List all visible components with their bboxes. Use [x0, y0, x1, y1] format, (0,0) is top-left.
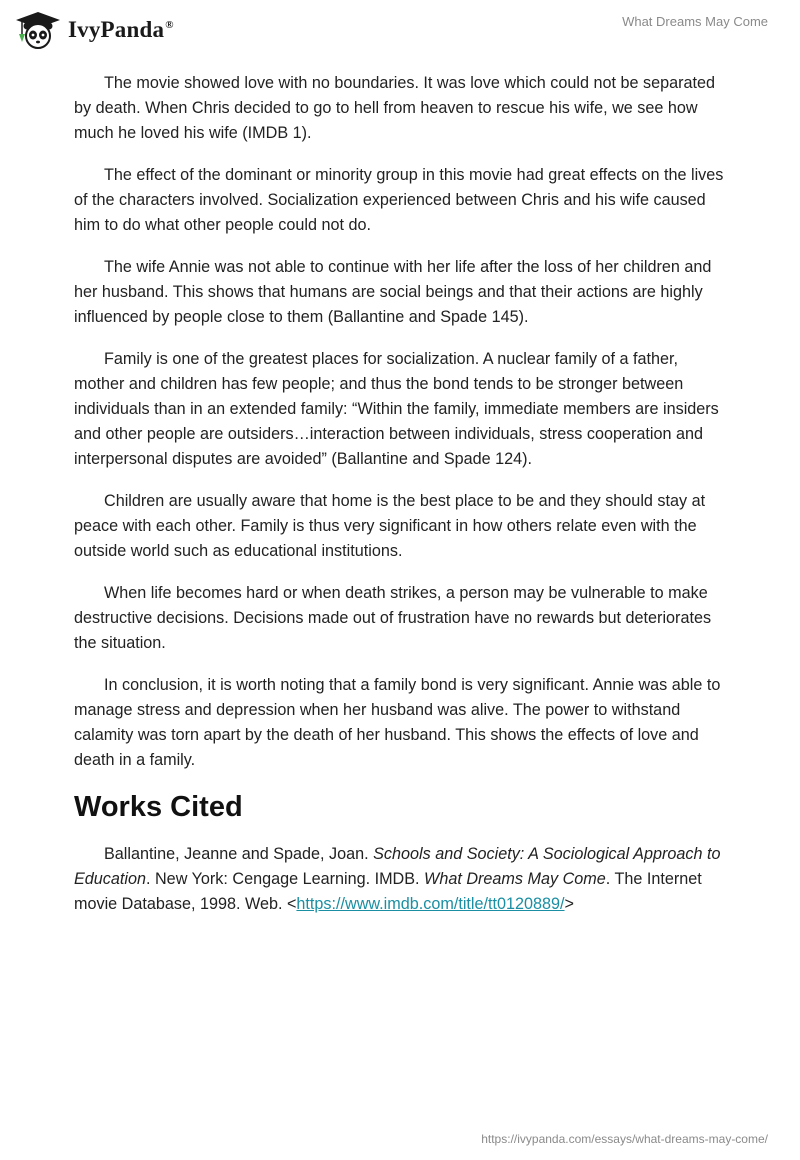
brand-name: IvyPanda® [68, 17, 174, 42]
paragraph: The movie showed love with no boundaries. It was love which could not be separated by death. When Chris decided to go to hell from heaven to rescue his wife, we see how much he loved his wife (IMDB 1). [74, 74, 715, 142]
citation-title: What Dreams May Come [424, 870, 606, 888]
imdb-link[interactable]: https://www.imdb.com/title/tt0120889/ [296, 895, 565, 913]
document-title: What Dreams May Come [622, 14, 768, 29]
citation-title: Schools and Society: A Sociological Approach to Education [74, 845, 721, 888]
paragraph: The wife Annie was not able to continue with her life after the loss of her children and her husband. This shows that humans are social beings and that their actions are highly influenced by people close to them (Ballantine and Spade 145). [74, 258, 712, 326]
paragraph: Children are usually aware that home is the best place to be and they should stay at peace with each other. Family is thus very significant in how others relate even with the outside world such as educational institutions. [74, 492, 706, 560]
essay-body [74, 71, 729, 934]
footer-url: https://ivypanda.com/essays/what-dreams-may-come/ [481, 1132, 768, 1146]
paragraph: Family is one of the greatest places for socialization. A nuclear family of a father, mother and children has few people; and thus the bond tends to be stronger between individuals than in an extended family: “Within the family, immediate members are insiders and other people are outsiders…interaction between individuals, stress cooperation and interpersonal disputes are avoided” (Ballantine and Spade 124). [74, 350, 719, 468]
paragraph: When life becomes hard or when death strikes, a person may be vulnerable to make destructive decisions. Decisions made out of frustration have no rewards but deteriorates the situation. [74, 584, 712, 652]
citation-entry: Ballantine, Jeanne and Spade, Joan. Schools and Society: A Sociological Approach to Education. New York: Cengage Learning. IMDB. What Dreams May Come. The Internet movie Database, 1998. Web. <https://www.imdb.com/title/tt0120889/> [74, 845, 721, 913]
paragraph: In conclusion, it is worth noting that a family bond is very significant. Annie was able to manage stress and depression when her husband was alive. The power to withstand calamity was torn apart by the death of her husband. This shows the effects of love and death in a family. [74, 676, 721, 769]
panda-graduate-icon [14, 10, 62, 50]
paragraph: The effect of the dominant or minority group in this movie had great effects on the lives of the characters involved. Socialization experienced between Chris and his wife caused him to do what other people could not do. [74, 166, 724, 234]
ivypanda-logo[interactable] [14, 10, 174, 50]
works-cited-heading: Works Cited [74, 791, 243, 823]
